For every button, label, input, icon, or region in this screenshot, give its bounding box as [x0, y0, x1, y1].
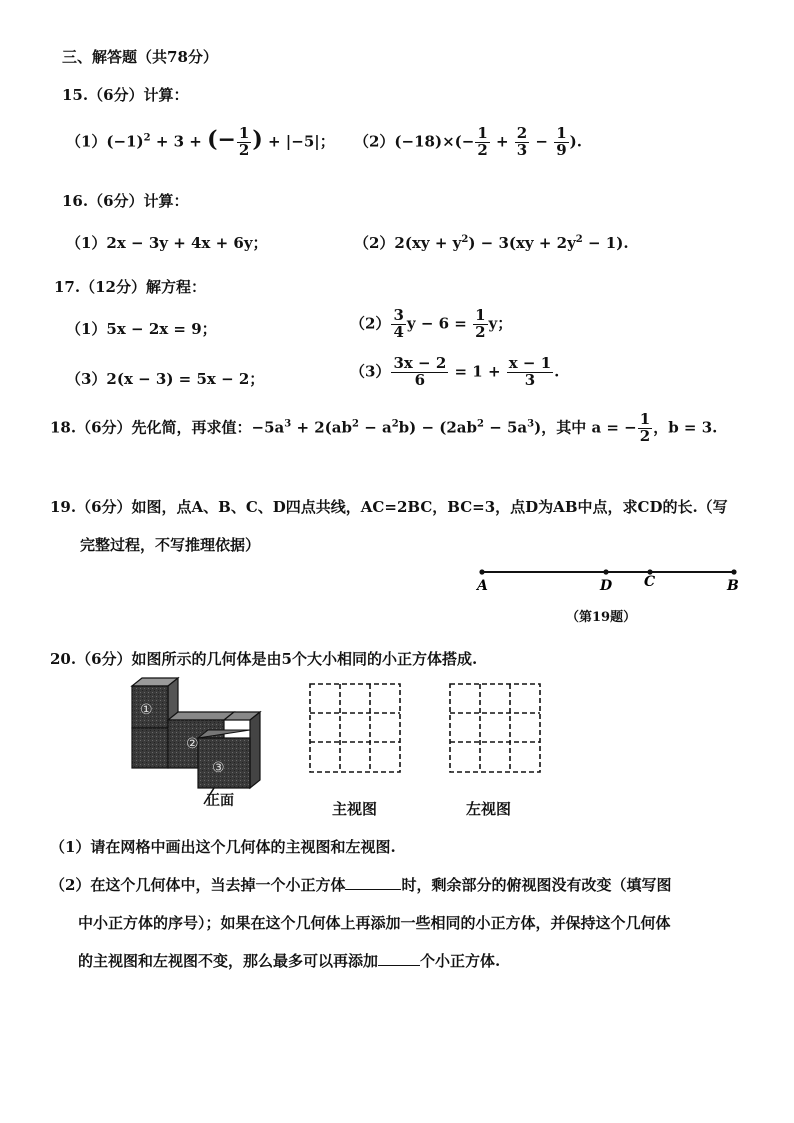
q17-part4: （3） $\frac{3x - 2}{6}$ = 1 + $\frac{x - 1}{3}$ . — [350, 354, 560, 389]
q20-cube-figure — [124, 676, 274, 812]
label-b: B — [727, 578, 739, 594]
q17-heading: 17.（12分）解方程： — [54, 278, 206, 296]
front-label: 正面 — [206, 793, 234, 809]
cube-number-3: ③ — [212, 760, 225, 776]
q20-part1: （1）请在网格中画出这个几何体的主视图和左视图. — [50, 838, 396, 856]
q16-part2: $(2)2(xy + y^2) - 3(xy + 2y^2 - 1)$. — [354, 234, 629, 252]
label-a: A — [477, 578, 488, 594]
q20-part2-line3: 的主视图和左视图不变，那么最多可以再添加 个小正方体. — [78, 952, 501, 970]
point-d — [603, 569, 608, 574]
q15-part2: （2）(−18)×(− $\frac{1}{2}$ + $\frac{2}{3}$ − $\frac{1}{9}$ ). — [354, 124, 582, 159]
q16-heading: 16.（6分）计算： — [62, 192, 189, 210]
q17-part2: （2） $\frac{3}{4}$ y − 6 = $\frac{1}{2}$ y； — [350, 306, 513, 341]
q20-heading: 20.（6分）如图所示的几何体是由5个大小相同的小正方体搭成. — [50, 650, 478, 668]
q20-part2-line2: 中小正方体的序号）；如果在这个几何体上再添加一些相同的小正方体，并保持这个几何体 — [78, 914, 671, 932]
left-view-label: 左视图 — [466, 800, 512, 818]
q19-caption: （第19题） — [566, 610, 637, 625]
q18-text: 18.（6分）先化简，再求值：$-5a^3 + 2(ab^2 - a^2b) - (2ab^2 - 5a^3)$，其中 a = − $\frac{1}{2}$ ，b = 3. — [50, 410, 718, 445]
q19-line1: 19.（6分）如图，点A、B、C、D四点共线，AC=2BC，BC=3，点D为AB中点，求CD的长.（写 — [50, 498, 728, 516]
front-view-grid[interactable] — [306, 680, 404, 776]
q16-part1: （1）2x − 3y + 4x + 6y； — [66, 234, 268, 252]
left-view-grid[interactable] — [446, 680, 544, 776]
answer-blank-2[interactable] — [378, 953, 420, 966]
point-b — [731, 569, 736, 574]
q19-line2: 完整过程，不写推理依据） — [80, 536, 261, 554]
q17-part1: （1）5x − 2x = 9； — [66, 320, 217, 338]
q19-segment-figure — [470, 560, 750, 594]
label-d: D — [600, 578, 613, 594]
q20-part2-line1: （2）在这个几何体中，当去掉一个小正方体 时，剩余部分的俯视图没有改变（填写图 — [50, 876, 672, 894]
answer-blank-1[interactable] — [345, 877, 401, 890]
q15-part1: $(1)(-1)^2 + 3$ + (− $\frac{1}{2}$ ) + |−5|； — [66, 124, 335, 159]
q17-part3: （3）2(x − 3) = 5x − 2； — [66, 370, 265, 388]
front-view-label: 主视图 — [332, 800, 378, 818]
section-title: 三、解答题（共78分） — [62, 48, 218, 66]
cube-number-2: ② — [186, 736, 199, 752]
cube-number-1: ① — [140, 702, 153, 718]
point-a — [479, 569, 484, 574]
q15-heading: 15.（6分）计算： — [62, 86, 189, 104]
label-c: C — [644, 574, 656, 590]
